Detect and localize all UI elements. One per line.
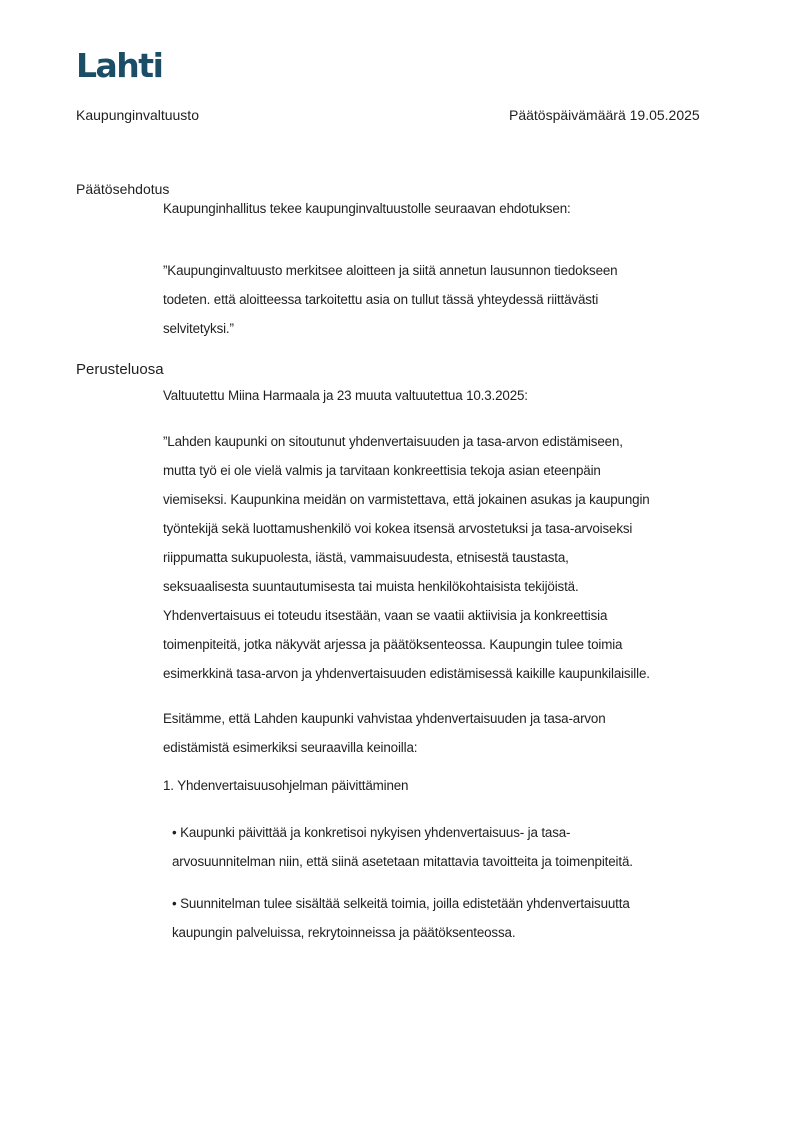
initiative-quote — [163, 427, 723, 688]
paragraph-line: ”Kaupunginvaltuusto merkitsee aloitteen ja siitä annetun lausunnon tiedokseen — [163, 263, 618, 278]
proposal-intro: Kaupunginhallitus tekee kaupunginvaltuustolle seuraavan ehdotuksen: — [163, 201, 571, 216]
reasoning-intro: Valtuutettu Miina Harmaala ja 23 muuta valtuutettua 10.3.2025: — [163, 388, 528, 403]
paragraph-line: Esitämme, että Lahden kaupunki vahvistaa yhdenvertaisuuden ja tasa-arvon — [163, 711, 606, 726]
paragraph-line: työntekijä sekä luottamushenkilö voi kokea itsensä arvostetuksi ja tasa-arvoiseksi — [163, 521, 633, 536]
numbered-item-1: 1. Yhdenvertaisuusohjelman päivittäminen — [163, 778, 409, 793]
bullet-line: • Suunnitelman tulee sisältää selkeitä toimia, joilla edistetään yhdenvertaisuutta — [172, 896, 630, 911]
proposal-quote — [163, 256, 723, 343]
bullet-item — [172, 889, 732, 947]
decision-date: Päätöspäivämäärä 19.05.2025 — [509, 107, 700, 123]
bullet-line: kaupungin palveluissa, rekrytoinneissa ja päätöksenteossa. — [172, 925, 516, 940]
paragraph-line: riippumatta sukupuolesta, iästä, vammaisuudesta, etnisestä taustasta, — [163, 550, 569, 565]
paragraph-line: viemiseksi. Kaupunkina meidän on varmistettava, että jokainen asukas ja kaupungin — [163, 492, 650, 507]
bullet-item — [172, 818, 732, 876]
lahti-logo-text: Lahti — [76, 46, 163, 80]
proposal-paragraph — [163, 704, 723, 762]
reasoning-heading: Perusteluosa — [76, 361, 164, 378]
lahti-logo — [76, 46, 166, 80]
bullet-line: • Kaupunki päivittää ja konkretisoi nykyisen yhdenvertaisuus- ja tasa- — [172, 825, 571, 840]
paragraph-line: todeten. että aloitteessa tarkoitettu asia on tullut tässä yhteydessä riittävästi — [163, 292, 599, 307]
proposal-heading: Päätösehdotus — [76, 181, 170, 197]
paragraph-line: seksuaalisesta suuntautumisesta tai muista henkilökohtaisista tekijöistä. — [163, 579, 579, 594]
paragraph-line: Yhdenvertaisuus ei toteudu itsestään, vaan se vaatii aktiivisia ja konkreettisia — [163, 608, 608, 623]
paragraph-line: toimenpiteitä, jotka näkyvät arjessa ja päätöksenteossa. Kaupungin tulee toimia — [163, 637, 623, 652]
paragraph-line: esimerkkinä tasa-arvon ja yhdenvertaisuuden edistämisessä kaikille kaupunkilaisille. — [163, 666, 650, 681]
paragraph-line: ”Lahden kaupunki on sitoutunut yhdenvertaisuuden ja tasa-arvon edistämiseen, — [163, 434, 623, 449]
decision-body: Kaupunginvaltuusto — [76, 107, 199, 123]
paragraph-line: mutta työ ei ole vielä valmis ja tarvitaan konkreettisia tekoja asian eteenpäin — [163, 463, 601, 478]
paragraph-line: selvitetyksi.” — [163, 321, 234, 336]
paragraph-line: edistämistä esimerkiksi seuraavilla keinoilla: — [163, 740, 418, 755]
bullet-line: arvosuunnitelman niin, että siinä asetetaan mitattavia tavoitteita ja toimenpiteitä. — [172, 854, 633, 869]
